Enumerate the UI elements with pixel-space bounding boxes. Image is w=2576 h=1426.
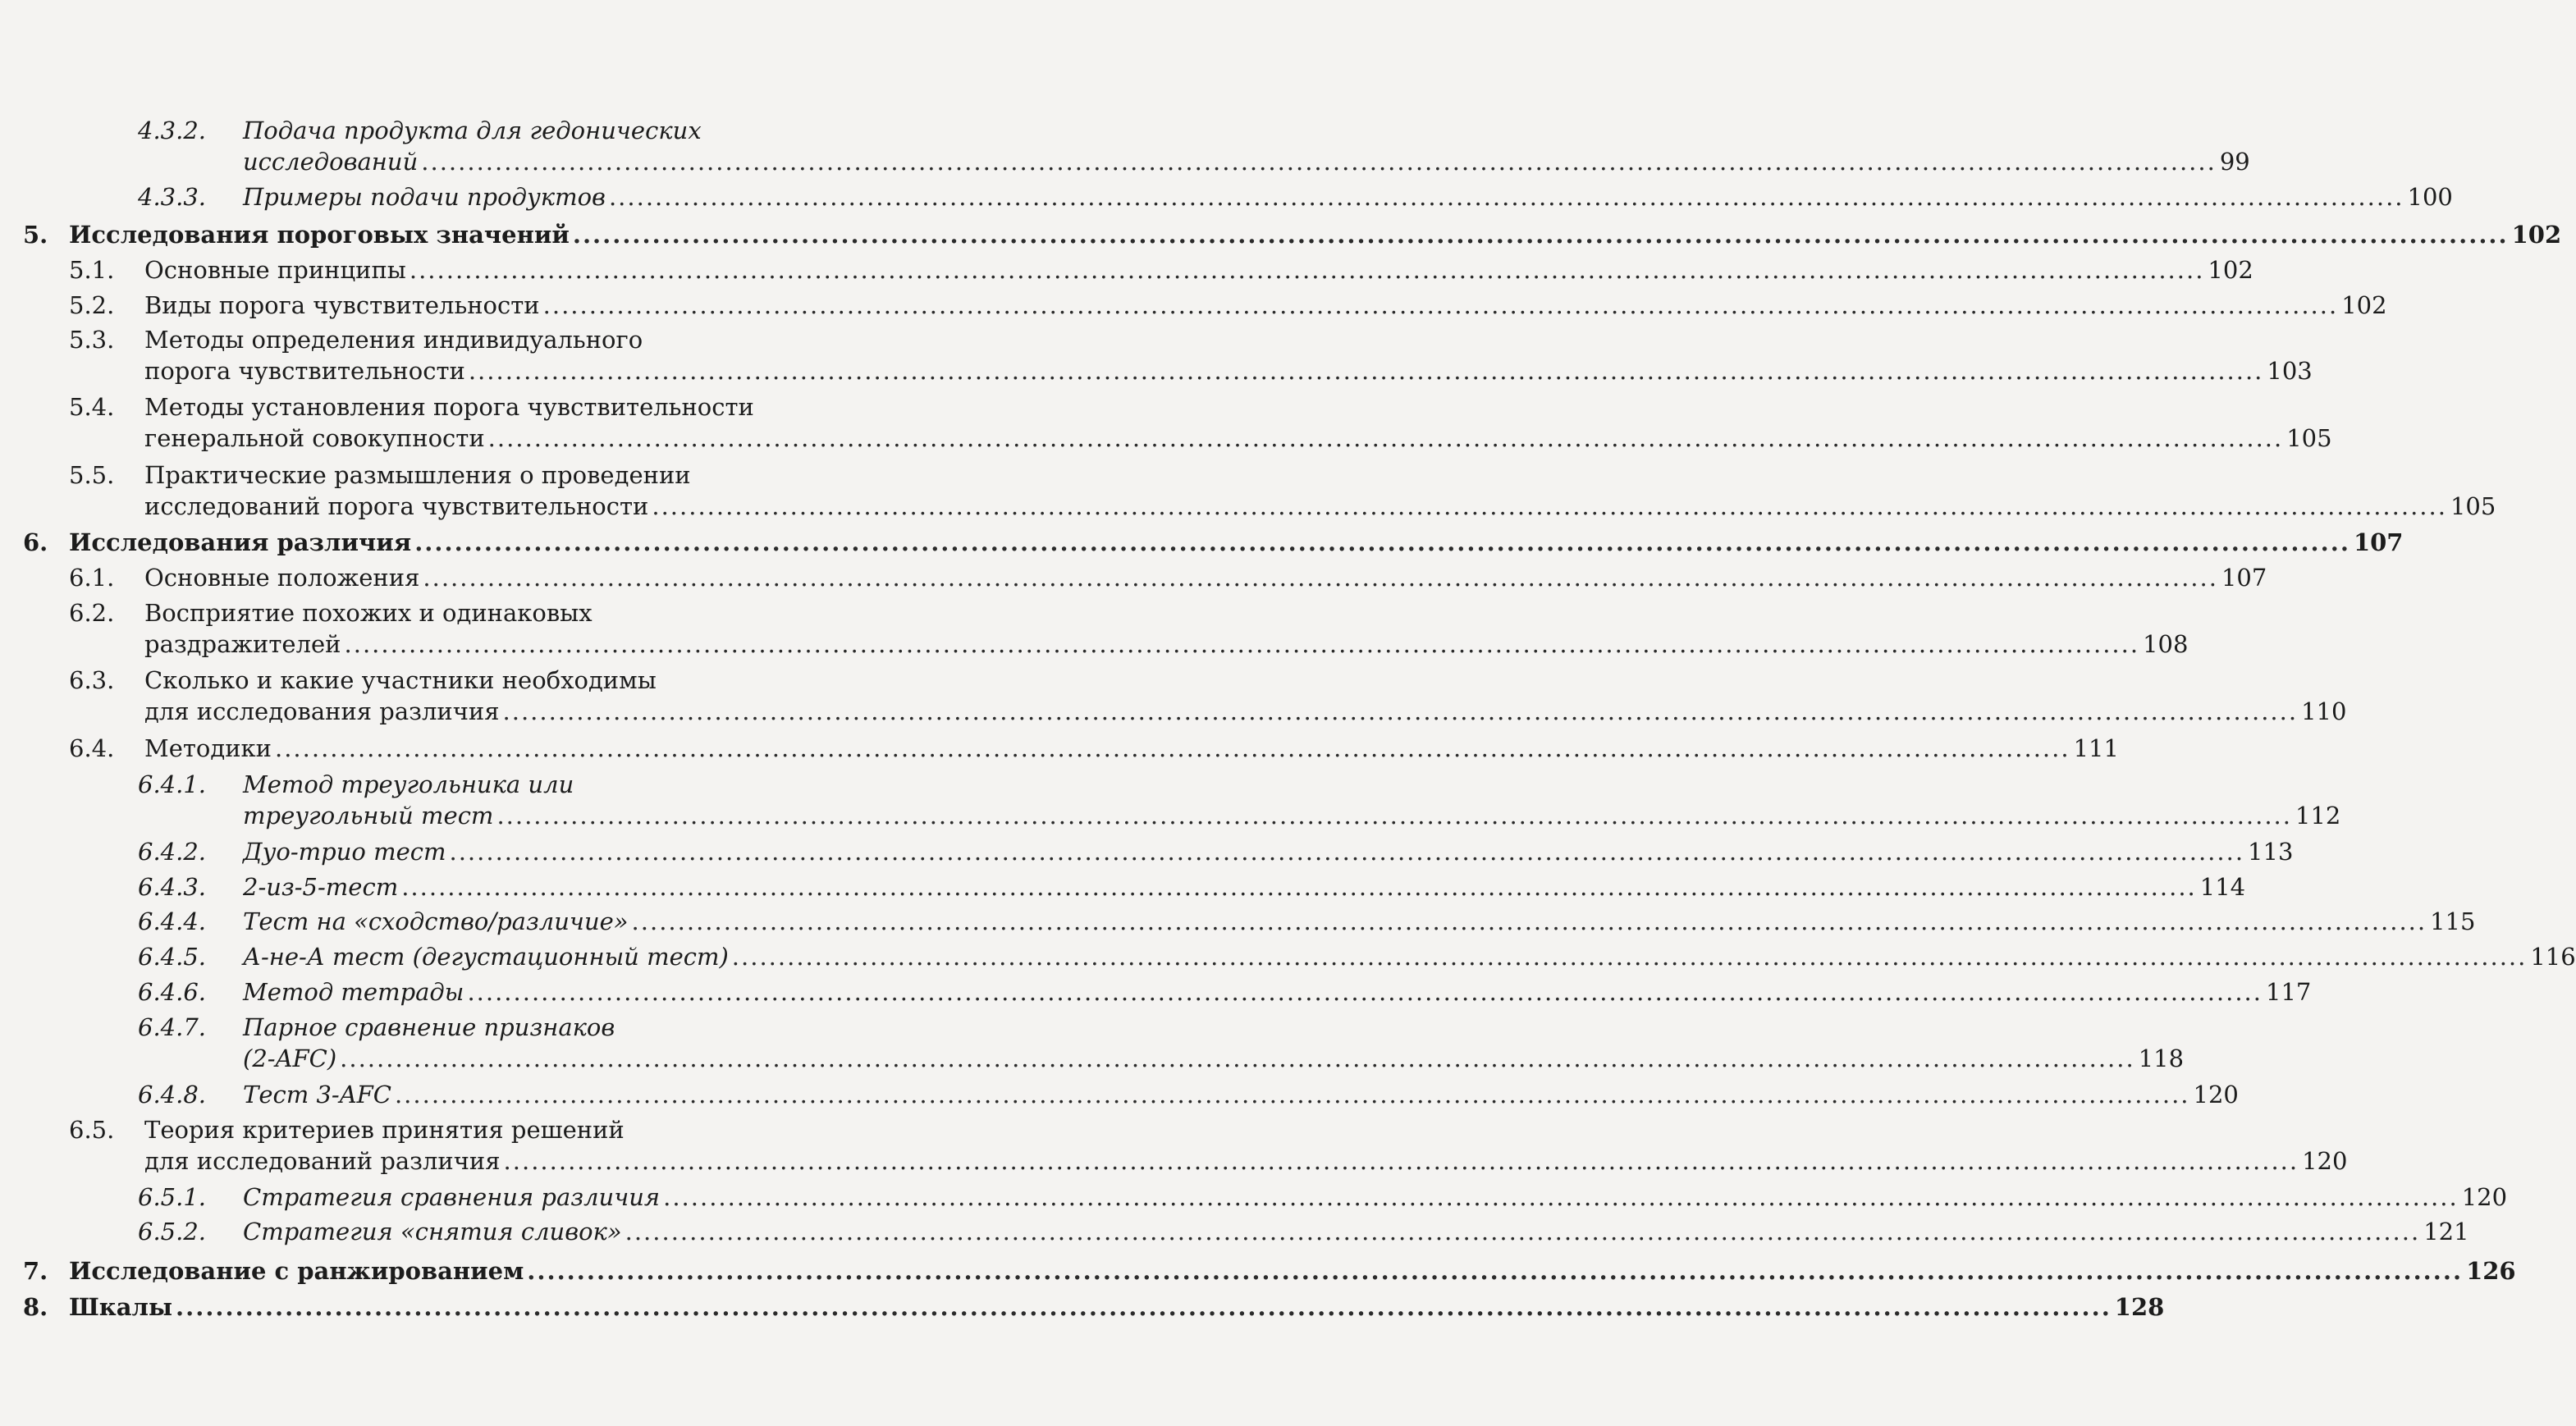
entry-number: 4.3.2. — [138, 117, 207, 144]
entry-title-line2: для исследования различия — [144, 697, 500, 725]
entry-page: 103 — [2267, 357, 2313, 385]
leader-dots — [732, 941, 2528, 972]
entry-title: Тест 3-AFC — [243, 1081, 391, 1108]
entry-page: 120 — [2302, 1147, 2348, 1175]
toc-entry-6-5[interactable] — [69, 1114, 2348, 1177]
toc-entry-4-3-3[interactable] — [138, 181, 2453, 213]
entry-number: 6. — [23, 528, 48, 556]
entry-number: 6.4.3. — [138, 873, 207, 901]
toc-entry-6-4-2[interactable] — [138, 836, 2294, 867]
entry-title-line1: Подача продукта для гедонических — [243, 117, 702, 144]
entry-page: 100 — [2407, 183, 2453, 211]
entry-title-line1: Парное сравнение признаков — [243, 1013, 615, 1041]
entry-page: 102 — [2341, 291, 2387, 319]
toc-entry-8[interactable] — [23, 1291, 2165, 1323]
entry-page: 99 — [2219, 148, 2250, 176]
entry-number: 6.4.8. — [138, 1081, 207, 1108]
toc-entry-6[interactable] — [23, 527, 2404, 558]
entry-title: А-не-А тест (дегустационный тест) — [243, 943, 729, 971]
leader-dots — [652, 491, 2447, 522]
entry-page: 113 — [2248, 838, 2294, 866]
leader-dots — [469, 355, 2264, 386]
entry-title: Исследование с ранжированием — [69, 1257, 524, 1285]
entry-title-line1: Сколько и какие участники необходимы — [144, 666, 657, 694]
entry-title: Основные принципы — [144, 256, 406, 284]
toc-entry-6-5-1[interactable] — [138, 1181, 2508, 1213]
entry-title: Основные положения — [144, 564, 420, 592]
entry-page: 128 — [2114, 1293, 2165, 1321]
entry-page: 110 — [2301, 697, 2347, 725]
leader-dots — [503, 696, 2299, 727]
leader-dots — [275, 733, 2070, 764]
toc-entry-6-5-2[interactable] — [138, 1216, 2469, 1247]
toc-entry-7[interactable] — [23, 1255, 2516, 1287]
entry-number: 5.4. — [69, 393, 115, 421]
leader-dots — [632, 906, 2427, 937]
entry-page: 105 — [2450, 492, 2496, 520]
entry-title: Стратегия «снятия сливок» — [243, 1218, 622, 1245]
leader-dots — [414, 527, 2350, 558]
entry-number: 5.2. — [69, 291, 115, 319]
entry-title-line2: порога чувствительности — [144, 357, 465, 385]
entry-title-line1: Теория критериев принятия решений — [144, 1116, 625, 1144]
entry-page: 107 — [2221, 564, 2267, 592]
entry-page: 102 — [2208, 256, 2253, 284]
entry-number: 6.2. — [69, 599, 115, 627]
leader-dots — [421, 146, 2217, 177]
entry-page: 105 — [2286, 424, 2332, 452]
entry-title: Шкалы — [69, 1293, 173, 1321]
toc-entry-6-4-6[interactable] — [138, 976, 2312, 1008]
entry-title: Примеры подачи продуктов — [243, 183, 606, 211]
entry-page: 107 — [2353, 528, 2404, 556]
entry-title-line2: генеральной совокупности — [144, 424, 485, 452]
leader-dots — [488, 423, 2284, 454]
entry-page: 116 — [2530, 943, 2576, 971]
entry-number: 5.3. — [69, 326, 115, 354]
entry-title-line1: Метод треугольника или — [243, 770, 574, 798]
entry-number: 6.4.5. — [138, 943, 207, 971]
entry-title-line1: Восприятие похожих и одинаковых — [144, 599, 593, 627]
leader-dots — [401, 871, 2197, 903]
entry-title-line2: (2-AFC) — [243, 1044, 337, 1072]
entry-number: 6.3. — [69, 666, 115, 694]
leader-dots — [423, 562, 2218, 593]
entry-number: 6.5.1. — [138, 1183, 207, 1211]
toc-entry-5[interactable] — [23, 219, 2562, 250]
entry-title: Виды порога чувствительности — [144, 291, 540, 319]
entry-title: Тест на «сходство/различие» — [243, 907, 629, 935]
leader-dots — [410, 254, 2205, 286]
leader-dots — [543, 290, 2339, 321]
entry-page: 120 — [2461, 1183, 2508, 1211]
leader-dots — [395, 1079, 2190, 1110]
toc-entry-6-1[interactable] — [69, 562, 2267, 593]
toc-entry-6-4-3[interactable] — [138, 871, 2246, 903]
entry-title: Исследования пороговых значений — [69, 221, 570, 249]
entry-number: 4.3.3. — [138, 183, 207, 211]
toc-entry-6-4-5[interactable] — [138, 941, 2576, 972]
leader-dots — [496, 800, 2292, 831]
entry-title: Метод тетрады — [243, 978, 464, 1006]
entry-title-line2: исследований порога чувствительности — [144, 492, 649, 520]
entry-page: 117 — [2266, 978, 2312, 1006]
entry-page: 114 — [2199, 873, 2246, 901]
leader-dots — [176, 1291, 2112, 1323]
entry-number: 6.5. — [69, 1116, 115, 1144]
entry-page: 126 — [2466, 1257, 2516, 1285]
entry-title: Методики — [144, 734, 272, 762]
entry-page: 121 — [2423, 1218, 2469, 1245]
leader-dots — [663, 1181, 2459, 1213]
leader-dots — [449, 836, 2244, 867]
leader-dots — [504, 1145, 2299, 1177]
toc-entry-5-4[interactable] — [69, 391, 2332, 454]
toc-entry-6-4-4[interactable] — [138, 906, 2476, 937]
entry-page: 111 — [2073, 734, 2119, 762]
entry-number: 8. — [23, 1293, 48, 1321]
toc-entry-4-3-2[interactable] — [138, 115, 2250, 177]
toc-entry-6-2[interactable] — [69, 597, 2189, 660]
entry-number: 5. — [23, 221, 48, 249]
toc-entry-5-5[interactable] — [69, 459, 2496, 522]
entry-title-line2: треугольный тест — [243, 802, 494, 830]
leader-dots — [340, 1043, 2135, 1074]
entry-page: 102 — [2511, 221, 2562, 249]
entry-page: 115 — [2430, 907, 2476, 935]
entry-title-line1: Методы определения индивидуального — [144, 326, 643, 354]
entry-title-line1: Практические размышления о проведении — [144, 461, 691, 489]
toc-entry-6-4-1[interactable] — [138, 769, 2341, 831]
entry-number: 7. — [23, 1257, 48, 1285]
entry-title-line2: раздражителей — [144, 630, 341, 658]
toc-entry-5-3[interactable] — [69, 324, 2313, 386]
leader-dots — [345, 628, 2140, 660]
leader-dots — [467, 976, 2263, 1008]
entry-page: 118 — [2138, 1044, 2185, 1072]
entry-title-line2: исследований — [243, 148, 419, 176]
toc-entry-6-4-8[interactable] — [138, 1079, 2239, 1110]
leader-dots — [625, 1216, 2421, 1247]
entry-title: 2-из-5-тест — [243, 873, 399, 901]
toc-entry-5-1[interactable] — [69, 254, 2253, 286]
leader-dots — [527, 1255, 2463, 1287]
entry-title: Исследования различия — [69, 528, 412, 556]
entry-page: 120 — [2193, 1081, 2239, 1108]
toc-entry-5-2[interactable] — [69, 290, 2387, 321]
entry-title: Стратегия сравнения различия — [243, 1183, 661, 1211]
entry-number: 6.4.2. — [138, 838, 207, 866]
entry-number: 5.1. — [69, 256, 115, 284]
entry-page: 112 — [2295, 802, 2341, 830]
toc-entry-6-4-7[interactable] — [138, 1012, 2185, 1074]
entry-number: 6.4. — [69, 734, 115, 762]
entry-number: 6.5.2. — [138, 1218, 207, 1245]
toc-entry-6-4[interactable] — [69, 733, 2119, 764]
entry-number: 5.5. — [69, 461, 115, 489]
entry-number: 6.4.4. — [138, 907, 207, 935]
entry-title-line2: для исследований различия — [144, 1147, 501, 1175]
entry-page: 108 — [2143, 630, 2189, 658]
entry-title: Дуо-трио тест — [243, 838, 446, 866]
entry-number: 6.4.7. — [138, 1013, 207, 1041]
entry-number: 6.4.1. — [138, 770, 207, 798]
leader-dots — [573, 219, 2509, 250]
toc-entry-6-3[interactable] — [69, 665, 2347, 727]
leader-dots — [609, 181, 2404, 213]
entry-title-line1: Методы установления порога чувствительности — [144, 393, 754, 421]
entry-number: 6.1. — [69, 564, 115, 592]
entry-number: 6.4.6. — [138, 978, 207, 1006]
